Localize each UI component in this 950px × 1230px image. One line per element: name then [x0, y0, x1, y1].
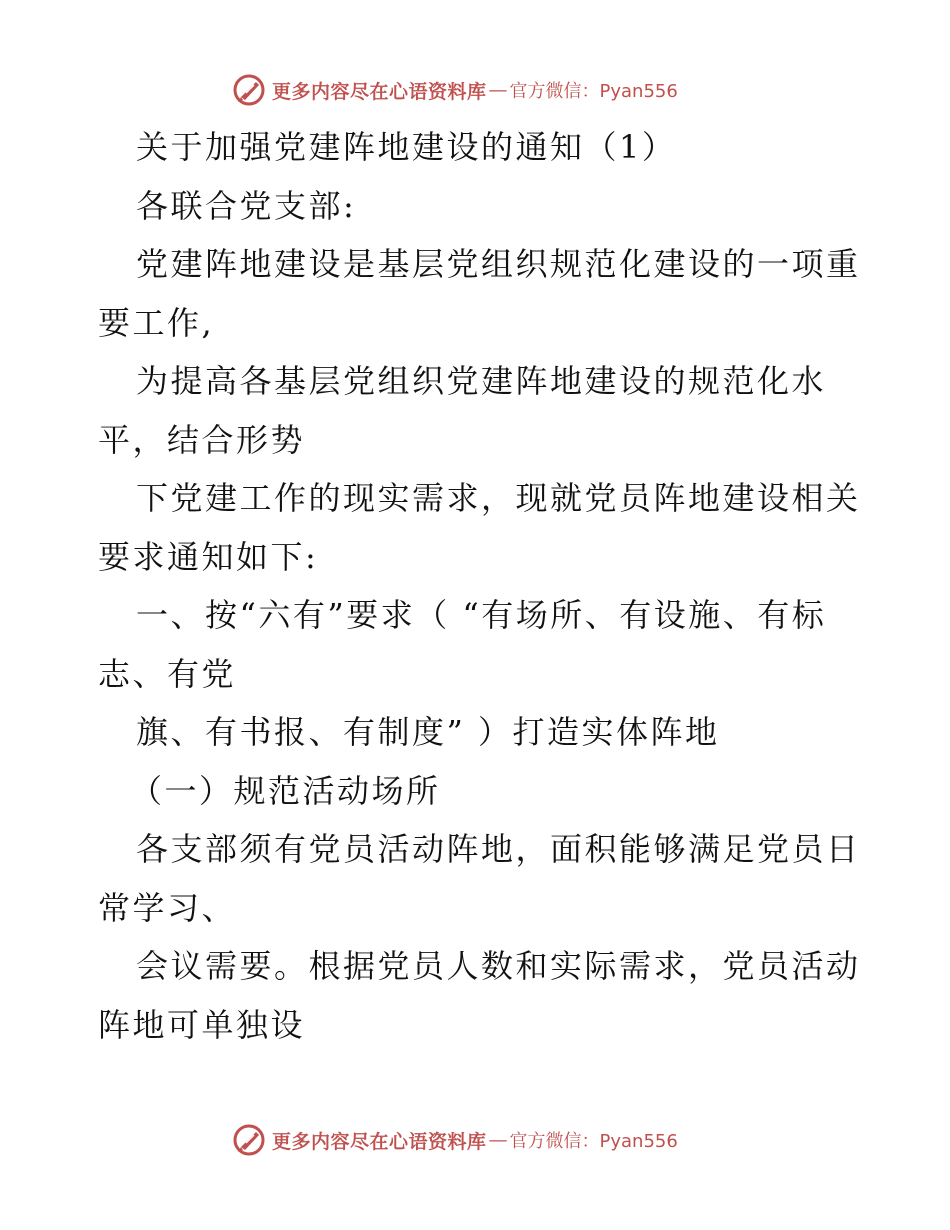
document-title: 关于加强党建阵地建设的通知（1） — [136, 128, 677, 166]
document-body — [98, 118, 861, 1054]
banner-text: 更多内容尽在心语资料库 — [272, 1130, 487, 1153]
paragraph-line: 平，结合形势 — [98, 420, 306, 459]
feather-pen-logo-icon — [232, 1123, 266, 1157]
banner-dash: — — [488, 79, 508, 101]
section-heading-line: 旗、有书报、有制度” ）打造实体阵地 — [136, 713, 720, 751]
footer-banner — [232, 1120, 678, 1160]
paragraph-line: 阵地可单独设 — [98, 1005, 306, 1044]
section-heading-line: 志、有党 — [98, 654, 237, 693]
feather-pen-logo-icon — [232, 73, 266, 107]
subsection-heading: （一）规范活动场所 — [130, 771, 441, 810]
paragraph-line: 会议需要。根据党员人数和实际需求，党员活动 — [136, 947, 861, 985]
salutation: 各联合党支部: — [136, 186, 357, 225]
paragraph-line: 要工作, — [98, 303, 215, 342]
section-heading-line: 一、按“六有”要求（ “有场所、有设施、有标 — [136, 596, 827, 634]
paragraph-line: 要求通知如下: — [98, 537, 319, 576]
banner-wechat: 官方微信：Pyan556 — [509, 81, 678, 102]
paragraph-line: 下党建工作的现实需求，现就党员阵地建设相关 — [136, 479, 861, 517]
header-banner — [232, 70, 678, 110]
paragraph-line: 各支部须有党员活动阵地，面积能够满足党员日 — [136, 830, 861, 868]
paragraph-line: 为提高各基层党组织党建阵地建设的规范化水 — [136, 362, 827, 400]
banner-text: 更多内容尽在心语资料库 — [272, 80, 487, 103]
banner-dash: — — [488, 1129, 508, 1151]
paragraph-line: 党建阵地建设是基层党组织规范化建设的一项重 — [136, 245, 861, 283]
banner-wechat: 官方微信：Pyan556 — [509, 1131, 678, 1152]
paragraph-line: 常学习、 — [98, 888, 237, 927]
